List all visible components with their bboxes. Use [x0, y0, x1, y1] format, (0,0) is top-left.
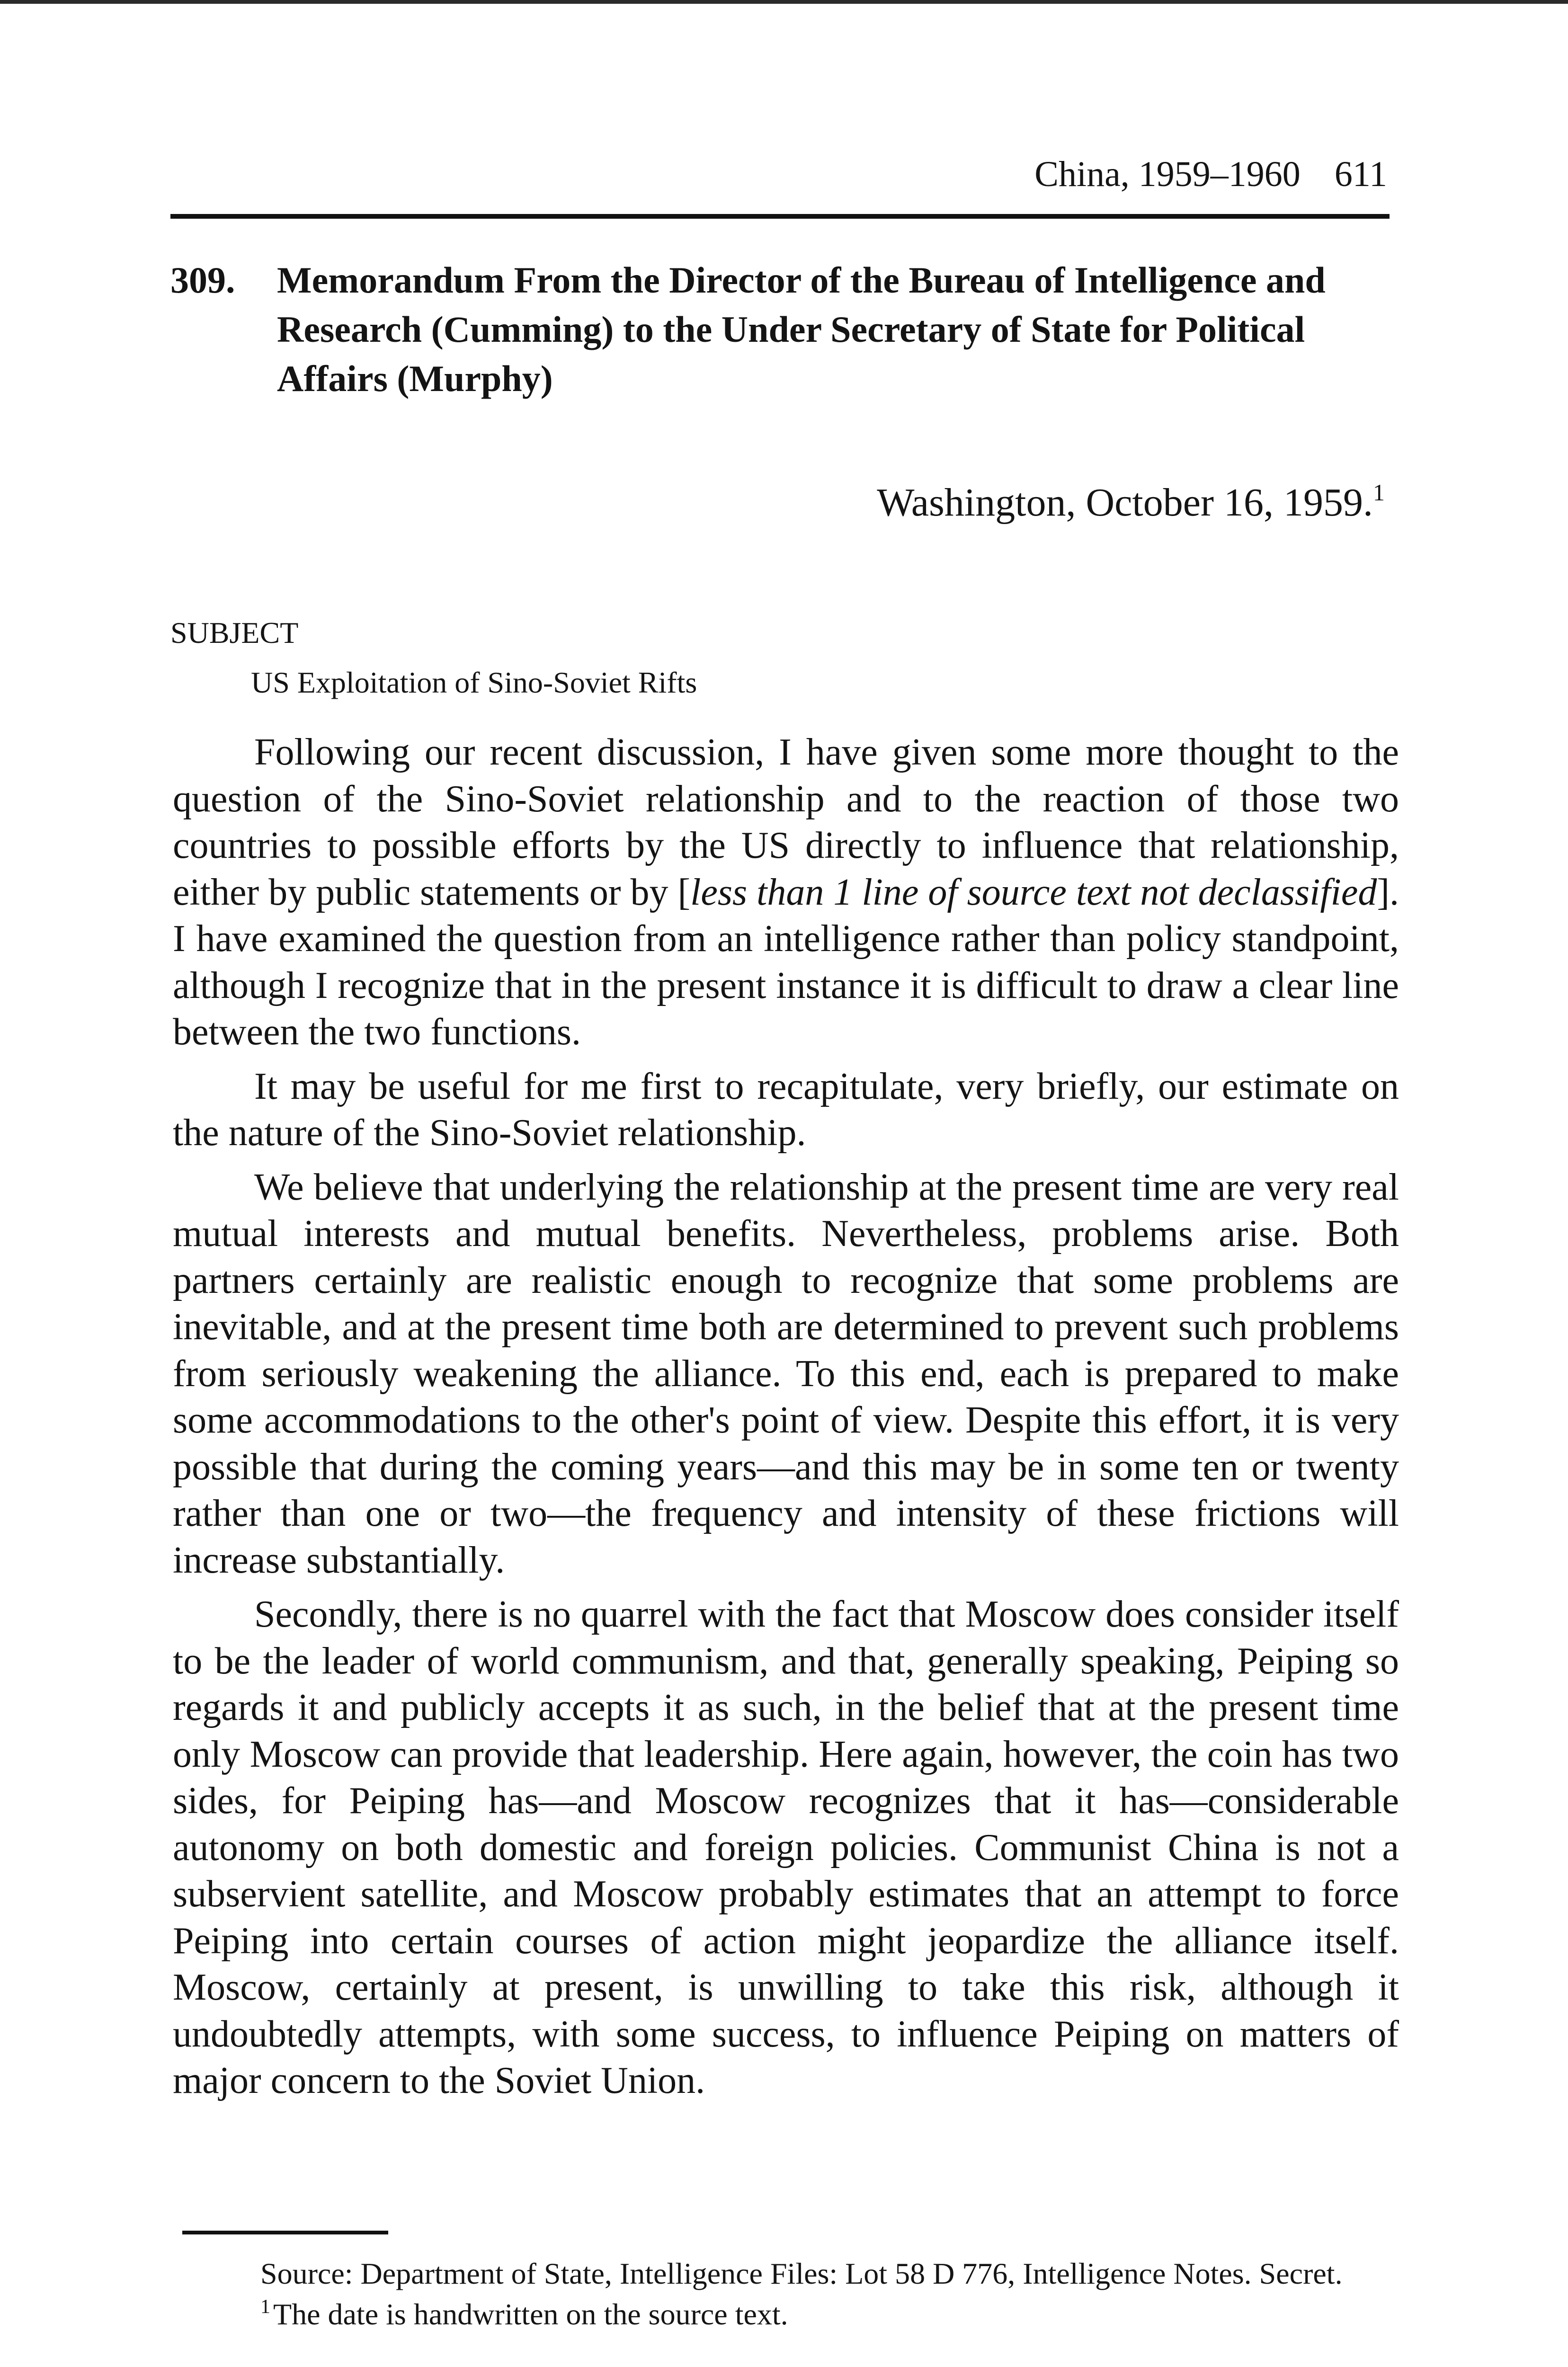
dateline-text: Washington, October 16, 1959. [877, 481, 1373, 525]
footnote-1 [173, 2294, 1399, 2335]
page-number: 611 [1334, 154, 1387, 194]
source-note: Source: Department of State, Intelligence Files: Lot 58 D 776, Intelligence Notes. Secret. [260, 2257, 1343, 2290]
paragraph-2: It may be useful for me first to recapitulate, very briefly, our estimate on the nature of the Sino-Soviet relationship. [173, 1065, 1399, 1154]
memo-body [173, 729, 1399, 2112]
dateline [170, 479, 1385, 525]
header-rule [170, 214, 1390, 219]
footnote-ref-1: 1 [1373, 479, 1385, 506]
paragraph-1-text-a: Following our recent discussion, I have given some more thought to the question of the Sino-Soviet relationship and to the reaction of those two countries to possible efforts by the US directly to influence that relationship, either by public statements or by [ [173, 731, 1399, 913]
scan-top-edge [0, 0, 1568, 4]
document-title: Memorandum From the Director of the Bureau of Intelligence and Research (Cumming) to the Under Secretary of State for Political Affairs (Murphy) [277, 259, 1326, 399]
paragraph-1 [173, 729, 1399, 1056]
footnotes [173, 2253, 1399, 2335]
document-number: 309. [170, 259, 235, 301]
footnote-rule [182, 2231, 388, 2234]
paragraph-3: We believe that underlying the relationship at the present time are very real mutual interests and mutual benefits. Nevertheless, problems arise. Both partners certainly are realistic enough to recognize that some problems are inevitable, and at the present time both are determined to prevent such problems from seriously weakening the alliance. To this end, each is prepared to make some accommodations to the other's point of view. Despite this effort, it is very possible that during the coming years—and this may be in some ten or twenty rather than one or two—the frequency and intensity of these frictions will increase substantially. [173, 1166, 1399, 1581]
running-head [170, 156, 1387, 192]
paragraph-4: Secondly, there is no quarrel with the fact that Moscow does consider itself to be the leader of world communism, and that, generally speaking, Peiping so regards it and publicly accepts it as such, in the belief that at the present time only Moscow can provide that leadership. Here again, however, the coin has two sides, for Peiping has—and Moscow recognizes that it has—considerable autonomy on both domestic and foreign policies. Communist China is not a subservient satellite, and Moscow probably estimates that an attempt to force Peiping into certain courses of action might jeopardize the alliance itself. Moscow, certainly at present, is unwilling to take this risk, although it undoubtedly attempts, with some success, to influence Peiping on matters of major concern to the Soviet Union. [173, 1593, 1399, 2101]
running-head-title: China, 1959–1960 [1034, 154, 1301, 194]
footnote-1-marker: 1 [260, 2296, 270, 2318]
footnote-1-text: The date is handwritten on the source text. [273, 2297, 788, 2331]
paragraph-1-text-b: ]. I have examined the question from an intelligence rather than policy standpoint, although I recognize that in the present instance it is difficult to draw a clear line between the two functions. [173, 871, 1399, 1053]
redaction-note: less than 1 line of source text not declassified [690, 871, 1377, 913]
document-heading [170, 256, 1392, 403]
subject-text: US Exploitation of Sino-Soviet Rifts [251, 666, 697, 699]
subject-label: SUBJECT [170, 616, 299, 650]
